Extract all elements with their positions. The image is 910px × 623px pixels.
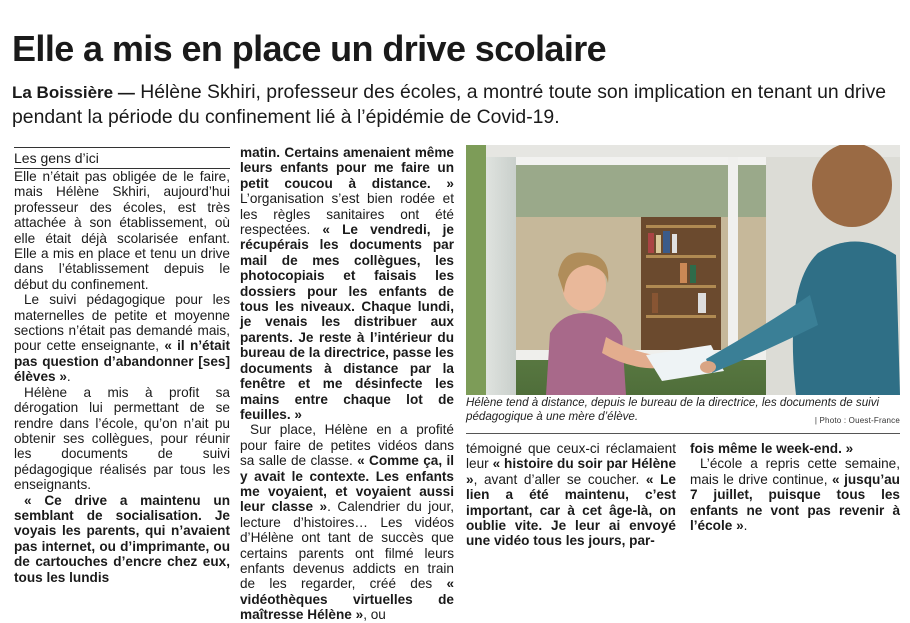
col2-p2-end: , ou	[363, 607, 386, 623]
col2-paragraph-2	[240, 422, 454, 622]
col1-paragraph-4: « Ce drive a maintenu un semblant de socialisation. Je voyais les parents, qui n’avaient pas internet, ou d’imprimante, ou de cartouches d’encre chez eux, tous les lundis	[14, 492, 230, 585]
dateline-place: La Boissière —	[12, 83, 135, 102]
col1-paragraph-2	[14, 292, 230, 384]
col2-p2-text-b: . Calendrier du jour, lecture d’histoires… Les vidéos d’Hélène ont tant de succès que certains parents ont filmé leurs enfants devenus addicts en train de les regarder, créé des	[240, 499, 454, 592]
col4-paragraph-1: fois même le week-end. »	[690, 441, 854, 456]
lede-text: Hélène Skhiri, professeur des écoles, a montré toute son implication en tenant un drive pendant la période du confinement lié à l’épidémie de Covid-19.	[12, 81, 887, 128]
lede	[12, 80, 902, 129]
headline: Elle a mis en place un drive scolaire	[12, 28, 607, 69]
col1-paragraph-1: Elle n’était pas obligée de le faire, mais Hélène Skhiri, aujourd’hui professeur des écoles, est très attachée à son établissement, où elle était déjà scolarisée enfant. Elle a mis en place et tenu un drive dans l’établissement depuis le début du confinement.	[14, 169, 230, 292]
col2-p2-quote-b: « vidéothèques virtuelles de maîtresse Hélène »	[240, 576, 454, 623]
col1-p2-quote: « il n’était pas question d’abandonner [ses] élèves »	[14, 338, 230, 385]
col3-p1-quote-b: « Le lien a été maintenu, c’est important, car à cet âge-là, on oublie vite. Je leur ai envoyé une vidéo tous les jours, par-	[466, 471, 676, 549]
column-4	[690, 441, 900, 533]
photo-credit: | Photo : Ouest-France	[814, 416, 900, 425]
rubric: Les gens d’ici	[14, 147, 230, 169]
article-photo	[466, 145, 900, 395]
col4-paragraph-2	[690, 456, 900, 533]
col2-paragraph-1	[240, 145, 454, 422]
col2-p2-quote-a: « Comme ça, il y avait le contexte. Les enfants me voyaient, et voyaient aussi leur classe »	[240, 453, 454, 515]
col2-p1-quote-b: « Le vendredi, je récupérais les documents par mail de mes collègues, les photocopiais et faisais les dossiers pour les enfants de tous les niveaux. Chaque lundi, je venais les distribuer aux parents. Je reste à l’intérieur du bureau de la directrice, passe les documents à distance par la fenêtre et me désinfecte les mains entre chaque lot de feuilles. »	[240, 222, 454, 422]
col3-p1-text-b: , avant d’aller se coucher.	[473, 471, 646, 487]
col2-p1-quote-a: matin. Certains amenaient même leurs enfants pour me faire un petit coucou à distance. »	[240, 145, 454, 191]
column-2	[240, 145, 454, 623]
col4-p2-end: .	[743, 518, 748, 534]
col3-p1-text-a: témoigné que ceux-ci réclamaient leur	[466, 441, 676, 472]
caption-divider	[466, 433, 900, 434]
photo-illustration	[466, 145, 900, 395]
column-1	[14, 169, 230, 585]
col3-paragraph-1	[466, 441, 676, 549]
col1-paragraph-3: Hélène a mis à profit sa dérogation lui permettant de se rendre dans l’école, qu’on n’ait pu obtenir ses collègues, pour réunir les documents de suivi pédagogique réalisés par tous les enseignants.	[14, 384, 230, 493]
column-3	[466, 441, 676, 549]
col2-p2-text-a: Sur place, Hélène en a profité pour faire de petites vidéos dans sa salle de classe.	[240, 422, 454, 469]
col4-p2-quote: « jusqu’au 7 juillet, puisque tous les enfants ne vont pas revenir à l’école »	[690, 471, 900, 534]
col2-p1-text: L’organisation s’est bien rodée et les règles sanitaires ont été respectées.	[240, 191, 454, 238]
col4-p2-text: L’école a repris cette semaine, mais le drive continue,	[690, 456, 900, 487]
col1-p2-text: Le suivi pédagogique pour les maternelles de petite et moyenne sections n’était pas demandé mais, pour cette enseignante,	[14, 292, 230, 354]
col3-p1-quote-a: « histoire du soir par Hélène »	[466, 456, 677, 487]
col1-p2-end: .	[66, 369, 71, 385]
photo-caption: Hélène tend à distance, depuis le bureau de la directrice, les documents de suivi pédagogique à une mère d’élève.	[466, 396, 880, 423]
